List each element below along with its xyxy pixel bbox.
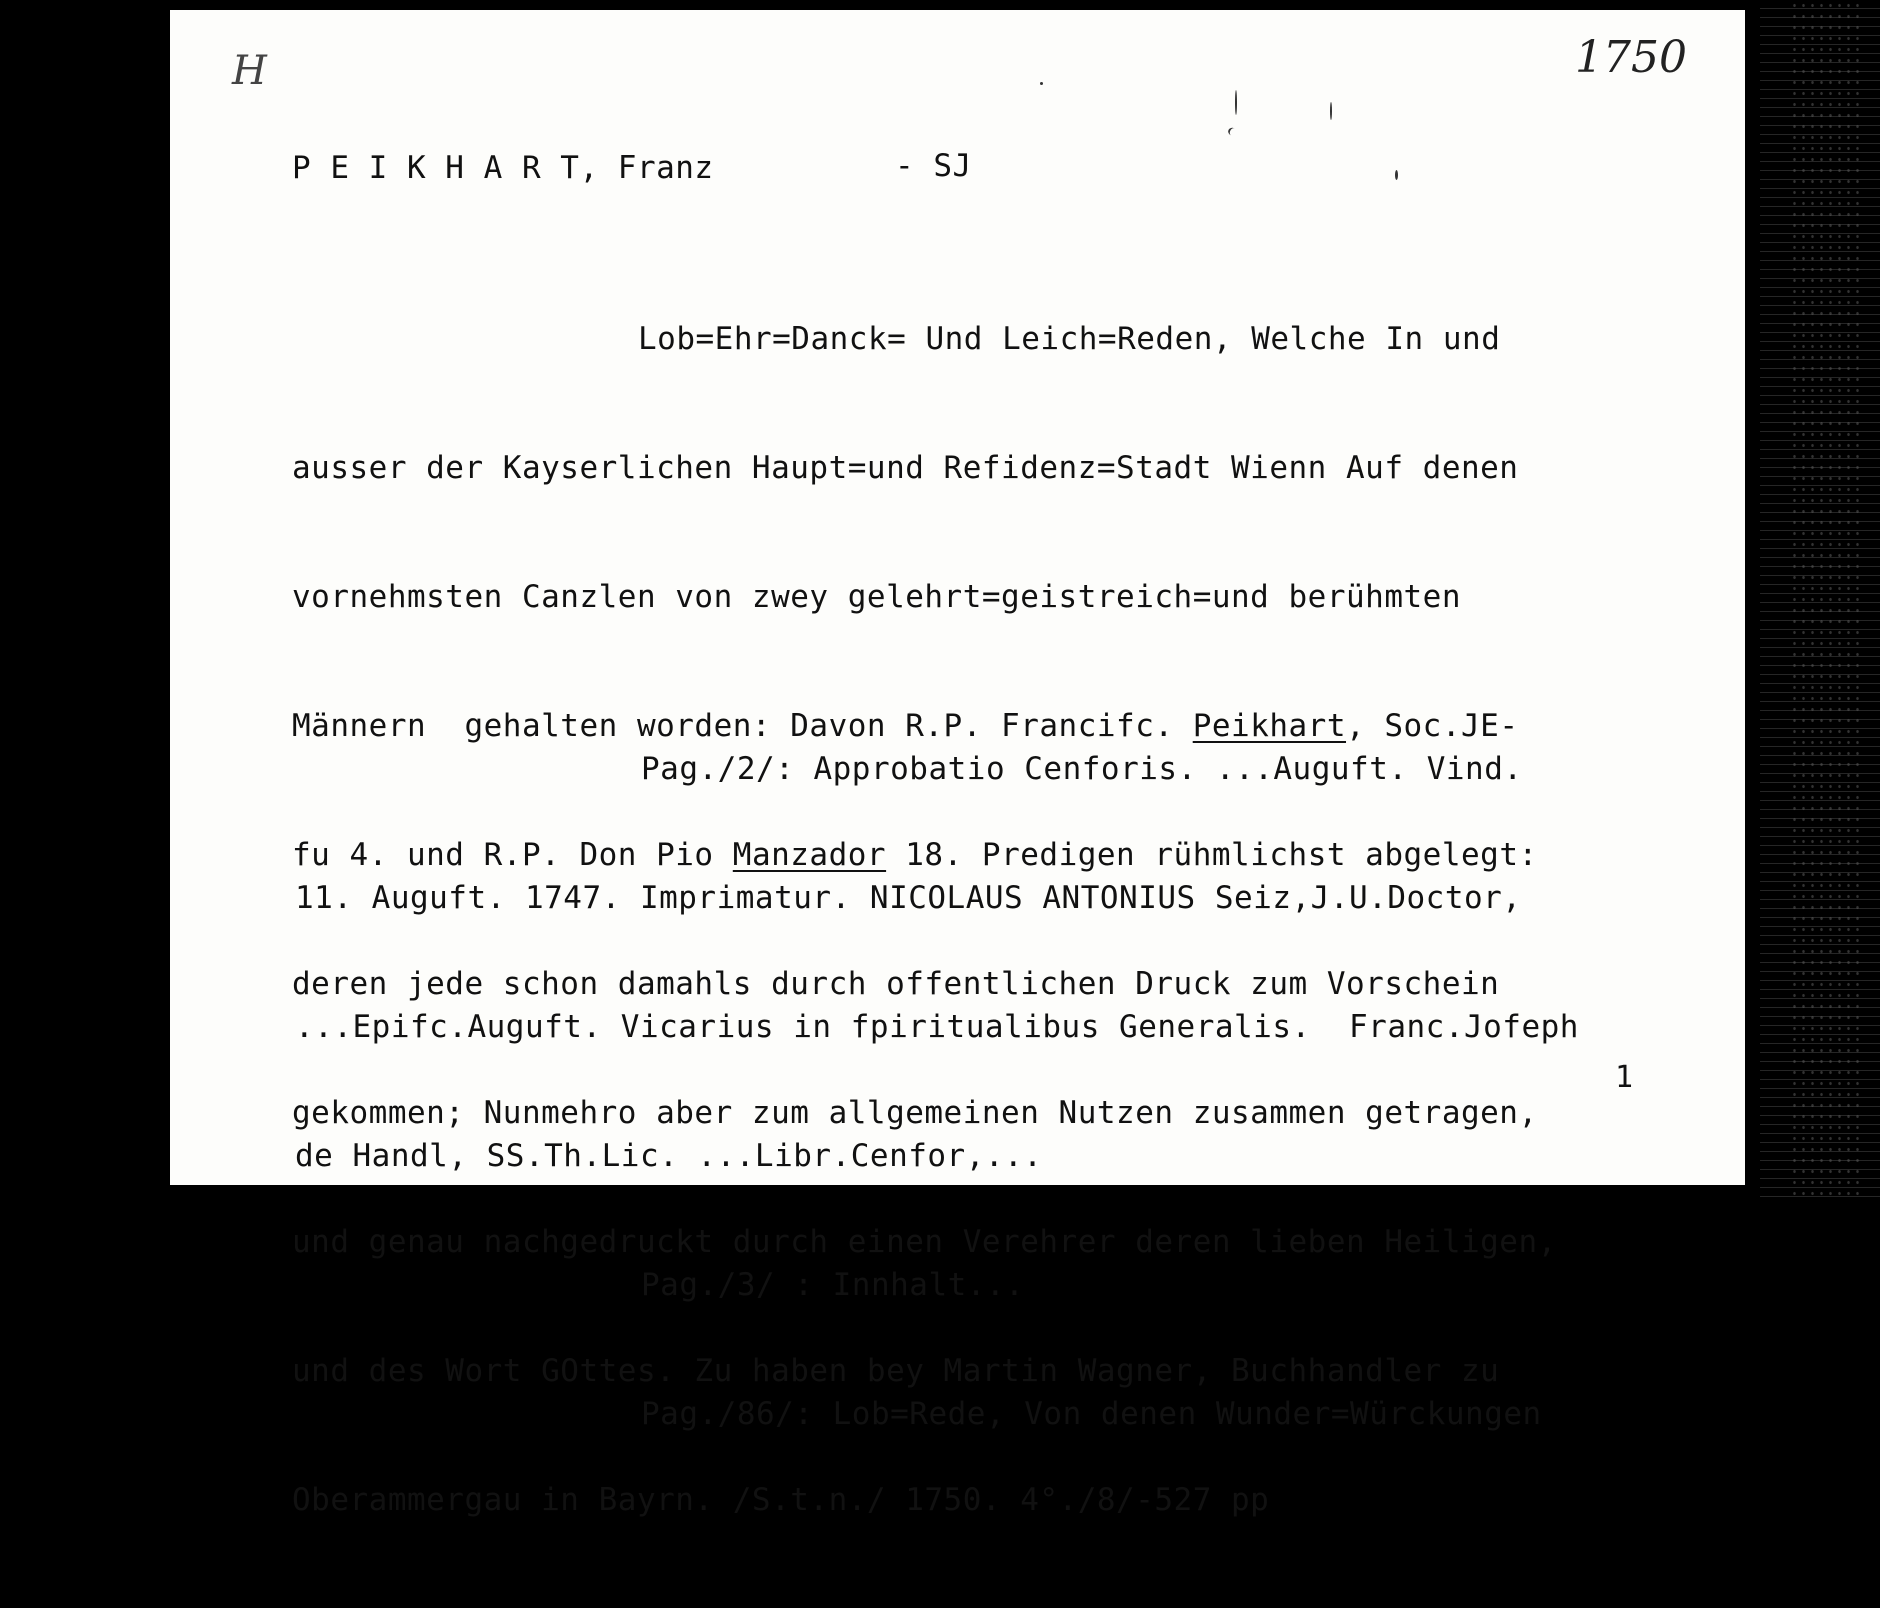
heading-order: - SJ	[895, 148, 972, 184]
title-line-6: deren jede schon damahls durch offentlichen Druck zum Vorschein	[292, 966, 1500, 1002]
heading-author: P E I K H A R T, Franz	[292, 150, 714, 186]
notes-line-3: ...Epifc.Auguft. Vicarius in fpiritualibus Generalis. Franc.Jofeph	[295, 1009, 1579, 1045]
scan-speck	[1330, 102, 1332, 120]
scan-border-dots	[1790, 0, 1860, 1200]
underlined-name-manzador: Manzador	[732, 837, 887, 873]
title-line-5-tail: 18. Predigen rühmlichst abgelegt:	[886, 837, 1538, 873]
scan-speck	[1040, 82, 1043, 85]
notes-line-5: Pag./3/ : Innhalt...	[641, 1267, 1025, 1303]
notes-line-2: 11. Auguft. 1747. Imprimatur. NICOLAUS ANTONIUS Seiz,J.U.Doctor,	[295, 880, 1522, 916]
notes-line-6: Pag./86/: Lob=Rede, Von denen Wunder=Würckungen	[641, 1396, 1542, 1432]
handwritten-year: 1750	[1575, 32, 1687, 83]
notes-line-4: de Handl, SS.Th.Lic. ...Libr.Cenfor,...	[295, 1138, 1043, 1174]
title-line-4-text: Männern gehalten worden: Davon R.P. Francifc.	[292, 708, 1174, 744]
underlined-name-peikhart: Peikhart	[1192, 708, 1347, 744]
title-line-8: und genau nachgedruckt durch einen Verehrer deren lieben Heiligen,	[292, 1224, 1557, 1260]
title-line-2: ausser der Kayserlichen Haupt=und Refidenz=Stadt Wienn Auf denen	[292, 450, 1519, 486]
title-line-3: vornehmsten Canzlen von zwey gelehrt=geistreich=und berühmten	[292, 579, 1461, 615]
title-line-10: Oberammergau in Bayrn. /S.t.n./ 1750. 4°./8/-527 pp	[292, 1482, 1270, 1518]
catalog-card	[170, 10, 1745, 1518]
scan-speck	[1227, 126, 1239, 137]
corner-mark: H	[232, 48, 267, 94]
title-line-9: und des Wort GOttes. Zu haben bey Martin Wagner, Buchhandler zu	[292, 1353, 1500, 1389]
title-line-4-tail: , Soc.JE-	[1346, 708, 1519, 744]
scan-speck	[1235, 90, 1237, 115]
page-number: 1	[1615, 1060, 1634, 1095]
notes-block	[295, 662, 1579, 1522]
title-line-7: gekommen; Nunmehro aber zum allgemeinen Nutzen zusammen getragen,	[292, 1095, 1538, 1131]
scan-speck	[1395, 170, 1398, 180]
title-line-1: Lob=Ehr=Danck= Und Leich=Reden, Welche In und	[638, 321, 1501, 357]
notes-line-1: Pag./2/: Approbatio Cenforis. ...Auguft. Vind.	[641, 751, 1523, 787]
title-line-5-text: fu 4. und R.P. Don Pio	[292, 837, 714, 873]
